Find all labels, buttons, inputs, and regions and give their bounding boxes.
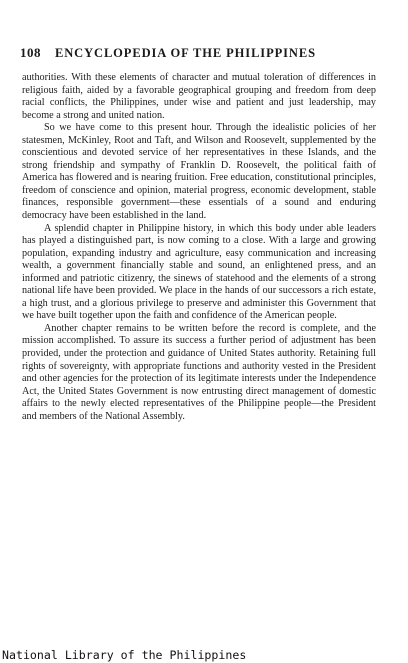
paragraph-2: So we have come to this present hour. Through the idealistic policies of her statesmen, McKinley, Root and Taft, and Wilson and Roosevelt, supplemented by the conscientious and devoted service of her representatives in these Islands, and the strong friendship and sympathy of Franklin D. Roosevelt, the political faith of America has flowered and is nearing fruition. Free education, constitutional principles, freedom of conscience and opinion, material progress, economic development, stable finances, responsible government—these essentials of a sound and enduring democracy have been established in the land. bbox=[22, 122, 376, 222]
page-header bbox=[20, 44, 390, 62]
paragraph-1: authorities. With these elements of character and mutual toleration of differences in religious faith, aided by a favorable geographical grouping and freedom from deep racial conflicts, the Philippines, under wise and patient and just leadership, may become a strong and united nation. bbox=[22, 72, 376, 121]
library-watermark: National Library of the Philippines bbox=[2, 648, 247, 662]
paragraph-4: Another chapter remains to be written before the record is complete, and the mission accomplished. To assure its success a further period of adjustment has been provided, under the protection and guidance of United States authority. Retaining full rights of sovereignty, with appropriate functions and authority vested in the President and other agencies for the protection of its legitimate interests under the Independence Act, the United States Government is now entrusting direct management of domestic affairs to the newly elected representatives of the Philippine people—the President and members of the National Assembly. bbox=[22, 322, 376, 422]
page-number: 108 bbox=[20, 45, 41, 60]
paragraph-3: A splendid chapter in Philippine history, in which this body under able leaders has played a distinguished part, is now coming to a close. With a large and growing population, expanding industry and agriculture, easy communication and increasing wealth, a government financially stable and sound, an enlightened press, and an informed and patriotic citizenry, the sinews of statehood and the elements of a strong national life have been provided. We place in the hands of our successors a rich estate, a high trust, and a glorious privilege to preserve and administer this Government that we have built together upon the faith and confidence of the American people. bbox=[22, 222, 376, 322]
body-text bbox=[22, 72, 376, 423]
running-title: ENCYCLOPEDIA OF THE PHILIPPINES bbox=[55, 46, 316, 60]
